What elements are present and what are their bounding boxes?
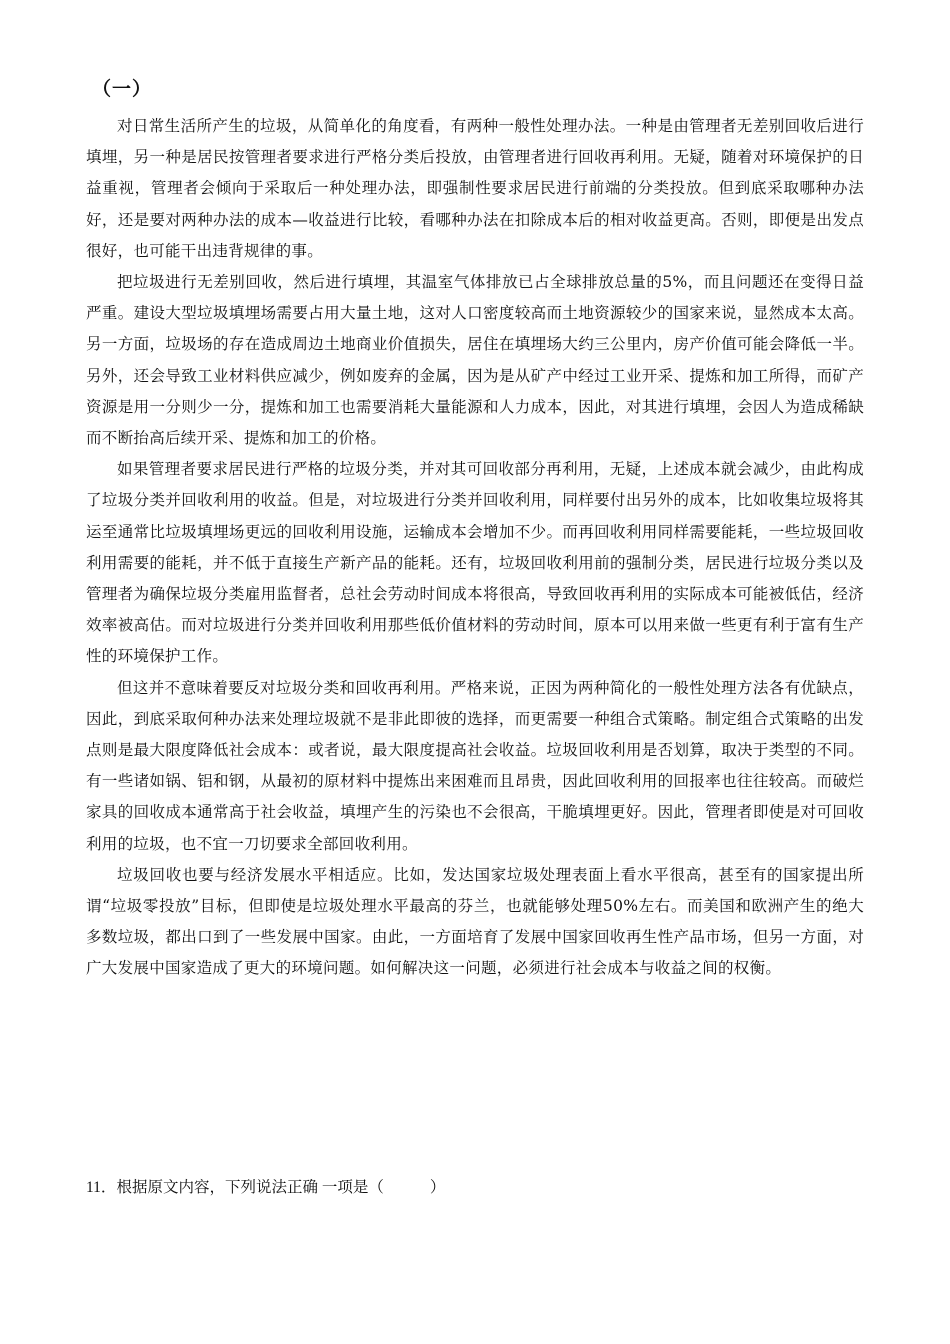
paragraph-5: 垃圾回收也要与经济发展水平相适应。比如，发达国家垃圾处理表面上看水平很高，甚至有的国家提出所谓“垃圾零投放”目标，但即使是垃圾处理水平最高的芬兰，也就能够处理50%左右。而美国和欧洲产生的绝大多数垃圾，都出口到了一些发展中国家。由此，一方面培育了发展中国家回收再生性产品市场，但另一方面，对广大发展中国家造成了更大的环境问题。如何解决这一问题，必须进行社会成本与收益之间的权衡。 xyxy=(86,865,864,978)
reading-passage xyxy=(86,111,864,985)
question-stem: 根据原文内容，下列说法正确 xyxy=(116,1179,318,1196)
paragraph-1: 对日常生活所产生的垃圾，从简单化的角度看，有两种一般性处理办法。一种是由管理者无差别回收后进行填埋，另一种是居民按管理者要求进行严格分类后投放，由管理者进行回收再利用。无疑，随着对环境保护的日益重视，管理者会倾向于采取后一种处理办法，即强制性要求居民进行前端的分类投放。但到底采取哪种办法好，还是要对两种办法的成本—收益进行比较，看哪种办法在扣除成本后的相对收益更高。否则，即便是出发点很好，也可能干出违背规律的事。 xyxy=(86,117,864,260)
paragraph-4: 但这并不意味着要反对垃圾分类和回收再利用。严格来说，正因为两种简化的一般性处理方法各有优缺点，因此，到底采取何种办法来处理垃圾就不是非此即彼的选择，而更需要一种组合式策略。制定组合式策略的出发点则是最大限度降低社会成本：或者说，最大限度提高社会收益。垃圾回收利用是否划算，取决于类型的不同。有一些诸如锅、铝和钢，从最初的原材料中提炼出来困难而且昂贵，因此回收利用的回报率也往往较高。而破烂家具的回收成本通常高于社会收益，填埋产生的污染也不会很高，干脆填埋更好。因此，管理者即使是对可回收利用的垃圾，也不宜一刀切要求全部回收利用。 xyxy=(86,678,864,853)
paragraph-2: 把垃圾进行无差别回收，然后进行填埋，其温室气体排放已占全球排放总量的5%，而且问题还在变得日益严重。建设大型垃圾填埋场需要占用大量土地，这对人口密度较高而土地资源较少的国家来说，显然成本太高。另一方面，垃圾场的存在造成周边土地商业价值损失，居住在填埋场大约三公里内，房产价值可能会降低一半。另外，还会导致工业材料供应减少，例如废弃的金属，因为是从矿产中经过工业开采、提炼和加工所得，而矿产资源是用一分则少一分，提炼和加工也需要消耗大量能源和人力成本，因此，对其进行填埋，会因人为造成稀缺而不断抬高后续开采、提炼和加工的价格。 xyxy=(86,273,864,448)
question-stem-end: 一项是（ xyxy=(321,1179,384,1196)
question-11 xyxy=(86,1172,864,1203)
question-close-paren: ） xyxy=(429,1179,446,1196)
paragraph-3: 如果管理者要求居民进行严格的垃圾分类，并对其可回收部分再利用，无疑，上述成本就会减少，由此构成了垃圾分类并回收利用的收益。但是，对垃圾进行分类并回收利用，同样要付出另外的成本，比如收集垃圾将其运至通常比垃圾填埋场更远的回收利用设施，运输成本会增加不少。而再回收利用同样需要能耗，一些垃圾回收利用需要的能耗，并不低于直接生产新产品的能耗。还有，垃圾回收利用前的强制分类，居民进行垃圾分类以及管理者为确保垃圾分类雇用监督者，总社会劳动时间成本将很高，导致回收再利用的实际成本可能被低估，经济效率被高估。而对垃圾进行分类并回收利用那些低价值材料的劳动时间，原本可以用来做一些更有利于富有生产性的环境保护工作。 xyxy=(86,460,864,666)
question-number: 11． xyxy=(86,1179,117,1196)
section-heading: （一） xyxy=(92,78,153,100)
